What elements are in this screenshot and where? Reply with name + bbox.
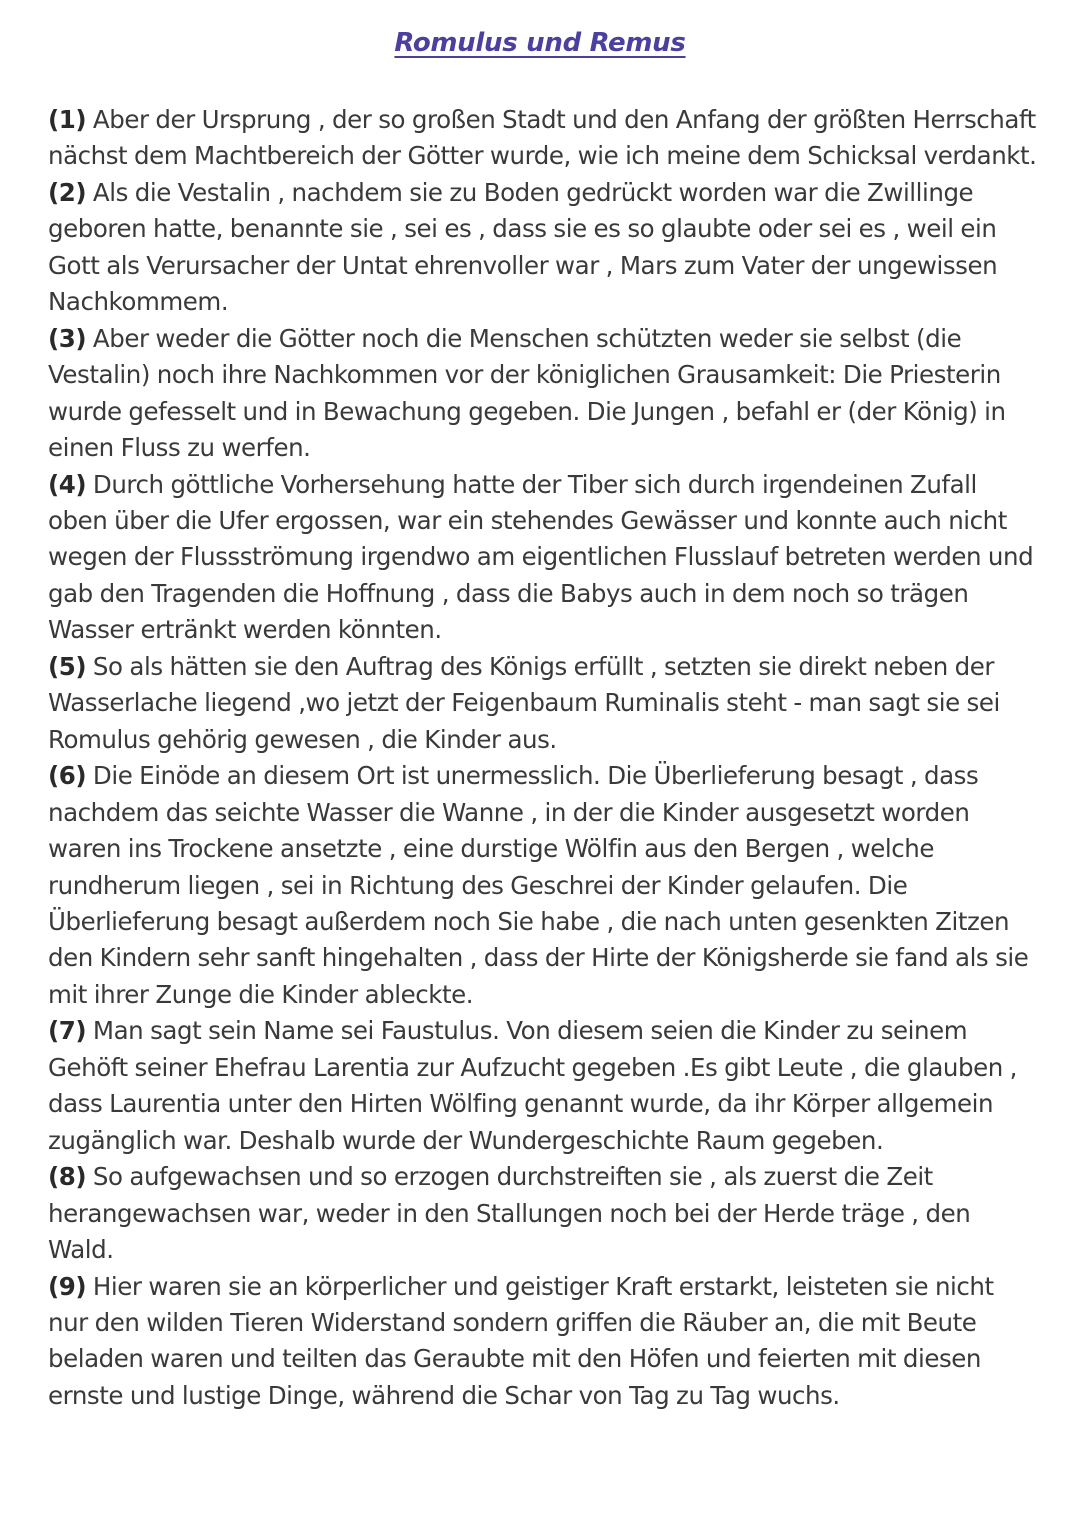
paragraph-7 [48, 1013, 1038, 1159]
paragraph-number: (7) [48, 1016, 87, 1046]
paragraph-text: Aber der Ursprung , der so großen Stadt und den Anfang der größten Herrschaft nächst dem Machtbereich der Götter wurde, wie ich meine dem Schicksal verdankt. [48, 105, 1037, 171]
paragraph-9 [48, 1269, 1038, 1415]
paragraph-number: (6) [48, 761, 87, 791]
paragraph-6 [48, 758, 1038, 1013]
paragraph-number: (9) [48, 1271, 87, 1301]
paragraph-4 [48, 467, 1038, 649]
paragraph-3 [48, 321, 1038, 467]
paragraph-text: Aber weder die Götter noch die Menschen schützten weder sie selbst (die Vestalin) noch ihre Nachkommen vor der königlichen Grausamkeit: Die Priesterin wurde gefesselt und in Bewachung gegeben. Die Jungen , befahl er (der König) in einen Fluss zu werfen. [48, 323, 1006, 463]
paragraph-text: Durch göttliche Vorhersehung hatte der Tiber sich durch irgendeinen Zufall oben über die Ufer ergossen, war ein stehendes Gewässer und konnte auch nicht wegen der Flussströmung irgendwo am eigentlichen Flusslauf betreten werden und gab den Tragenden die Hoffnung , dass die Babys auch in dem noch so trägen Wasser ertränkt werden könnten. [48, 469, 1034, 645]
paragraph-5 [48, 649, 1038, 758]
paragraph-text: Hier waren sie an körperlicher und geistiger Kraft erstarkt, leisteten sie nicht nur den wilden Tieren Widerstand sondern griffen die Räuber an, die mit Beute beladen waren und teilten das Geraubte mit den Höfen und feierten mit diesen ernste und lustige Dinge, während die Schar von Tag zu Tag wuchs. [48, 1271, 994, 1410]
paragraph-number: (4) [48, 469, 87, 499]
paragraph-text: So aufgewachsen und so erzogen durchstreiften sie , als zuerst die Zeit herangewachsen war, weder in den Stallungen noch bei der Herde träge , den Wald. [48, 1162, 971, 1265]
title-text: Romulus und Remus [394, 28, 686, 58]
paragraph-text: Als die Vestalin , nachdem sie zu Boden gedrückt worden war die Zwillinge geboren hatte, benannte sie , sei es , dass sie es so glaubte oder sei es , weil ein Gott als Verursacher der Untat ehrenvoller war , Mars zum Vater der ungewissen Nachkommem. [48, 177, 998, 317]
paragraph-number: (1) [48, 105, 87, 134]
paragraph-number: (8) [48, 1162, 87, 1192]
paragraph-number: (5) [48, 651, 87, 681]
paragraph-text: Die Einöde an diesem Ort ist unermesslich. Die Überlieferung besagt , dass nachdem das seichte Wasser die Wanne , in der die Kinder ausgesetzt worden waren ins Trockene ansetzte , eine durstige Wölfin aus den Bergen , welche rundherum liegen , sei in Richtung des Geschrei der Kinder gelaufen. Die Überlieferung besagt außerdem noch Sie habe , die nach unten gesenkten Zitzen den Kindern sehr sanft hingehalten , dass der Hirte der Königsherde sie fand als sie mit ihrer Zunge die Kinder ableckte. [48, 761, 1029, 1009]
paragraph-text: So als hätten sie den Auftrag des Königs erfüllt , setzten sie direkt neben der Wasserlache liegend ,wo jetzt der Feigenbaum Ruminalis steht - man sagt sie sei Romulus gehörig gewesen , die Kinder aus. [48, 651, 1000, 754]
paragraph-8 [48, 1159, 1038, 1268]
paragraph-text: Man sagt sein Name sei Faustulus. Von diesem seien die Kinder zu seinem Gehöft seiner Ehefrau Larentia zur Aufzucht gegeben .Es gibt Leute , die glauben , dass Laurentia unter den Hirten Wölfing genannt wurde, da ihr Körper allgemein zugänglich war. Deshalb wurde der Wundergeschichte Raum gegeben. [48, 1016, 1017, 1155]
document-title [0, 28, 1080, 58]
paragraph-number: (2) [48, 177, 87, 207]
document-body [48, 102, 1038, 1414]
paragraph-number: (3) [48, 323, 87, 353]
paragraph-1 [48, 102, 1038, 175]
paragraph-2 [48, 175, 1038, 321]
